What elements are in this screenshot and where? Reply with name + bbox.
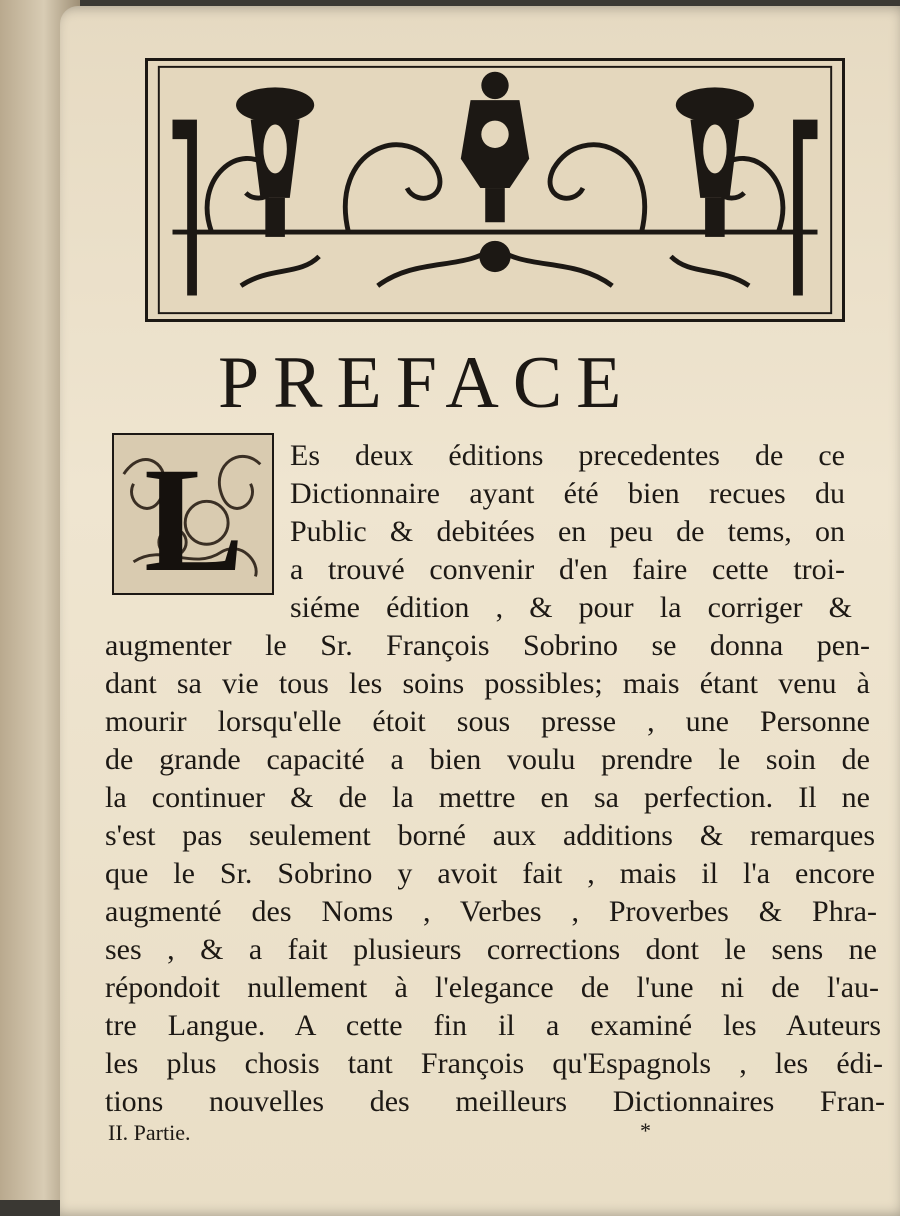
body-text-line: les plus chosis tant François qu'Espagnols , les édi- (105, 1047, 883, 1080)
body-text-line: la continuer & de la mettre en sa perfection. Il ne (105, 781, 870, 814)
body-text-line: augmenté des Noms , Verbes , Proverbes & Phra- (105, 895, 877, 928)
body-text-line: augmenter le Sr. François Sobrino se donna pen- (105, 629, 870, 662)
decorated-initial (112, 433, 274, 603)
body-text-line: s'est pas seulement borné aux additions & remarques (105, 819, 875, 852)
asterisk-mark: * (640, 1118, 651, 1143)
body-text-line: Public & debitées en peu de tems, on (290, 515, 845, 548)
body-text-line: dant sa vie tous les soins possibles; mais étant venu à (105, 667, 870, 700)
body-text-line: ses , & a fait plusieurs corrections dont le sens ne (105, 933, 877, 966)
signature-mark: II. Partie. (108, 1120, 191, 1145)
body-text-line: de grande capacité a bien voulu prendre le soin de (105, 743, 870, 776)
page-title: PREFACE (218, 342, 636, 424)
body-text-line: que le Sr. Sobrino y avoit fait , mais il l'a encore (105, 857, 875, 890)
body-text-line: mourir lorsqu'elle étoit sous presse , une Personne (105, 705, 870, 738)
body-text-line: tions nouvelles des meilleurs Dictionnaires Fran- (105, 1085, 885, 1118)
body-text-line: Es deux éditions precedentes de ce (290, 439, 845, 472)
body-text-line: Dictionnaire ayant été bien recues du (290, 477, 845, 510)
body-text-line: répondoit nullement à l'elegance de l'une ni de l'au- (105, 971, 879, 1004)
body-text-line: tre Langue. A cette fin il a examiné les Auteurs (105, 1009, 881, 1042)
drop-cap-letter: L (144, 437, 245, 603)
body-text-line: siéme édition , & pour la corriger & (290, 591, 852, 624)
ornamental-headpiece (145, 58, 845, 322)
body-text-line: a trouvé convenir d'en faire cette troi- (290, 553, 845, 586)
